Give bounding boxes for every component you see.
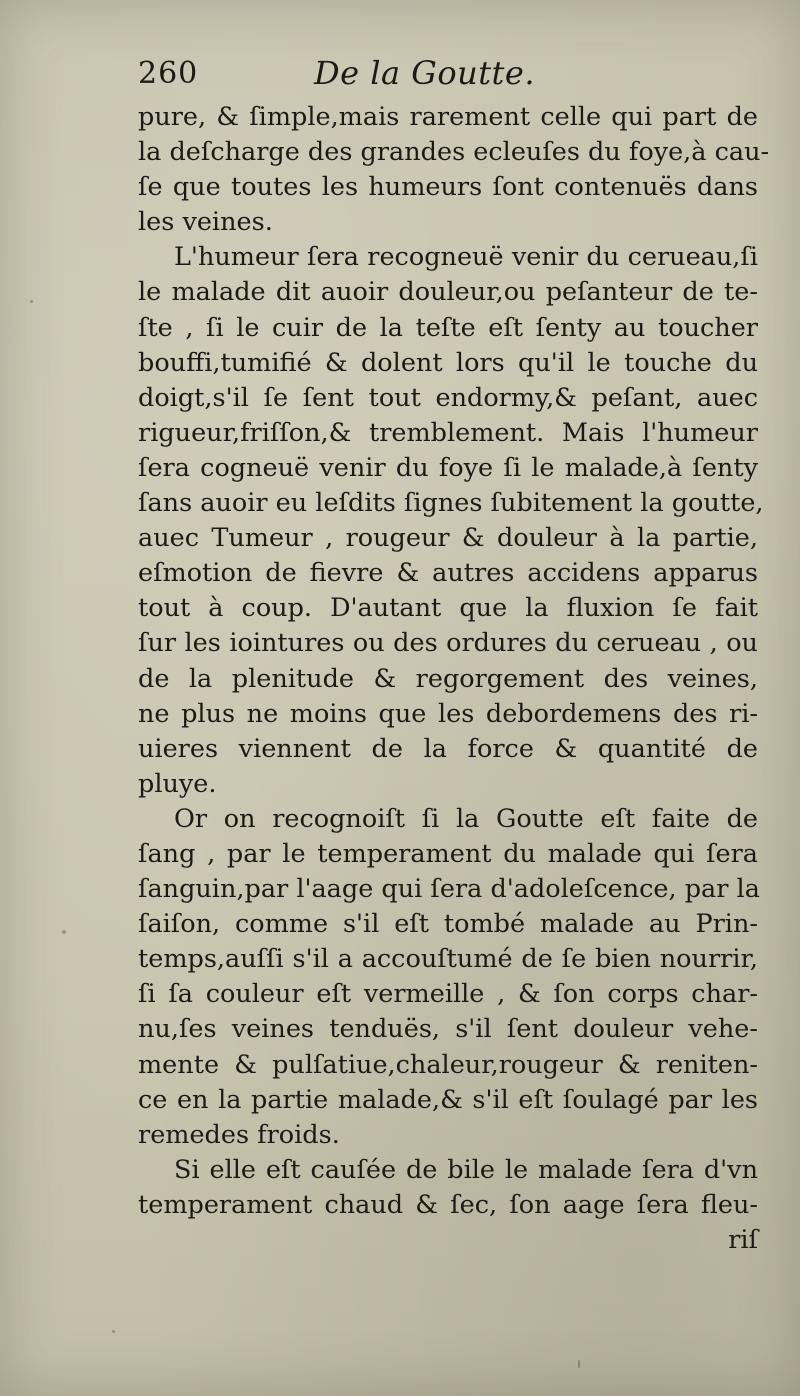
text-line: mente & pulſatiue,chaleur,rougeur & reniten- (138, 1049, 758, 1080)
text-line: pluye. (138, 768, 217, 799)
text-line: doigt,s'il ſe ſent tout endormy,& peſant, auec (138, 382, 758, 413)
text-line: rigueur,friſſon,& tremblement. Mais l'humeur (138, 417, 758, 448)
text-line: L'humeur ſera recogneuë venir du cerueau,ſi (174, 242, 758, 273)
page-header (138, 52, 758, 98)
text-line: riſ (728, 1225, 758, 1255)
text-line: auec Tumeur , rougeur & douleur à la partie, (138, 523, 758, 554)
text-line: ſe que toutes les humeurs ſont contenuës dans (138, 172, 758, 203)
text-line: tout à coup. D'autant que la fluxion ſe fait (138, 593, 758, 624)
text-line: eſmotion de fievre & autres accidens apparus (138, 558, 758, 589)
text-line: ſans auoir eu leſdits ſignes ſubitement la goutte, (138, 488, 764, 519)
paper-speck (62, 930, 66, 934)
text-line: les veines. (138, 207, 273, 238)
text-line: de la plenitude & regorgement des veines, (138, 663, 758, 694)
text-line: ſur les iointures ou des ordures du cerueau , ou (138, 628, 758, 659)
text-line: Or on recognoiſt ſi la Goutte eſt faite de (174, 803, 758, 834)
text-line: ſanguin,par l'aage qui ſera d'adoleſcence, par la (138, 874, 760, 905)
text-line: ſera cogneuë venir du foye ſi le malade,à ſenty (138, 452, 758, 483)
text-line: ſte , ſi le cuir de la teſte eſt ſenty au toucher (138, 312, 758, 343)
text-line: ſi ſa couleur eſt vermeille , & ſon corps char- (138, 979, 758, 1010)
text-line: ce en la partie malade,& s'il eſt ſoulagé par les (138, 1084, 758, 1115)
text-line: temperament chaud & ſec, ſon aage ſera fleu- (138, 1189, 758, 1220)
text-line: ſaiſon, comme s'il eſt tombé malade au Prin- (138, 909, 758, 940)
text-line: nu,ſes veines tenduës, s'il ſent douleur vehe- (138, 1014, 758, 1045)
text-line: temps,auſſi s'il a accouſtumé de ſe bien nourrir, (138, 944, 758, 975)
body-text (138, 100, 770, 1258)
text-line: la deſcharge des grandes ecleuſes du foye,à cau- (138, 137, 770, 168)
page-number: 260 (138, 56, 199, 91)
text-line: le malade dit auoir douleur,ou peſanteur de te- (138, 277, 758, 308)
paper-speck (578, 1360, 580, 1368)
paper-speck (112, 1330, 115, 1333)
text-line: ne plus ne moins que les debordemens des ri- (138, 698, 758, 729)
text-line: Si elle eſt cauſée de bile le malade ſera d'vn (174, 1154, 758, 1185)
text-line: remedes froids. (138, 1119, 340, 1150)
running-title: De la Goutte. (314, 54, 536, 92)
text-line: pure, & ſimple,mais rarement celle qui part de (138, 102, 758, 132)
text-line: ſang , par le temperament du malade qui ſera (138, 838, 758, 869)
text-line: bouffi,tumifié & dolent lors qu'il le touche du (138, 347, 758, 378)
paper-speck (30, 300, 33, 303)
text-line: uieres viennent de la force & quantité de (138, 733, 758, 764)
